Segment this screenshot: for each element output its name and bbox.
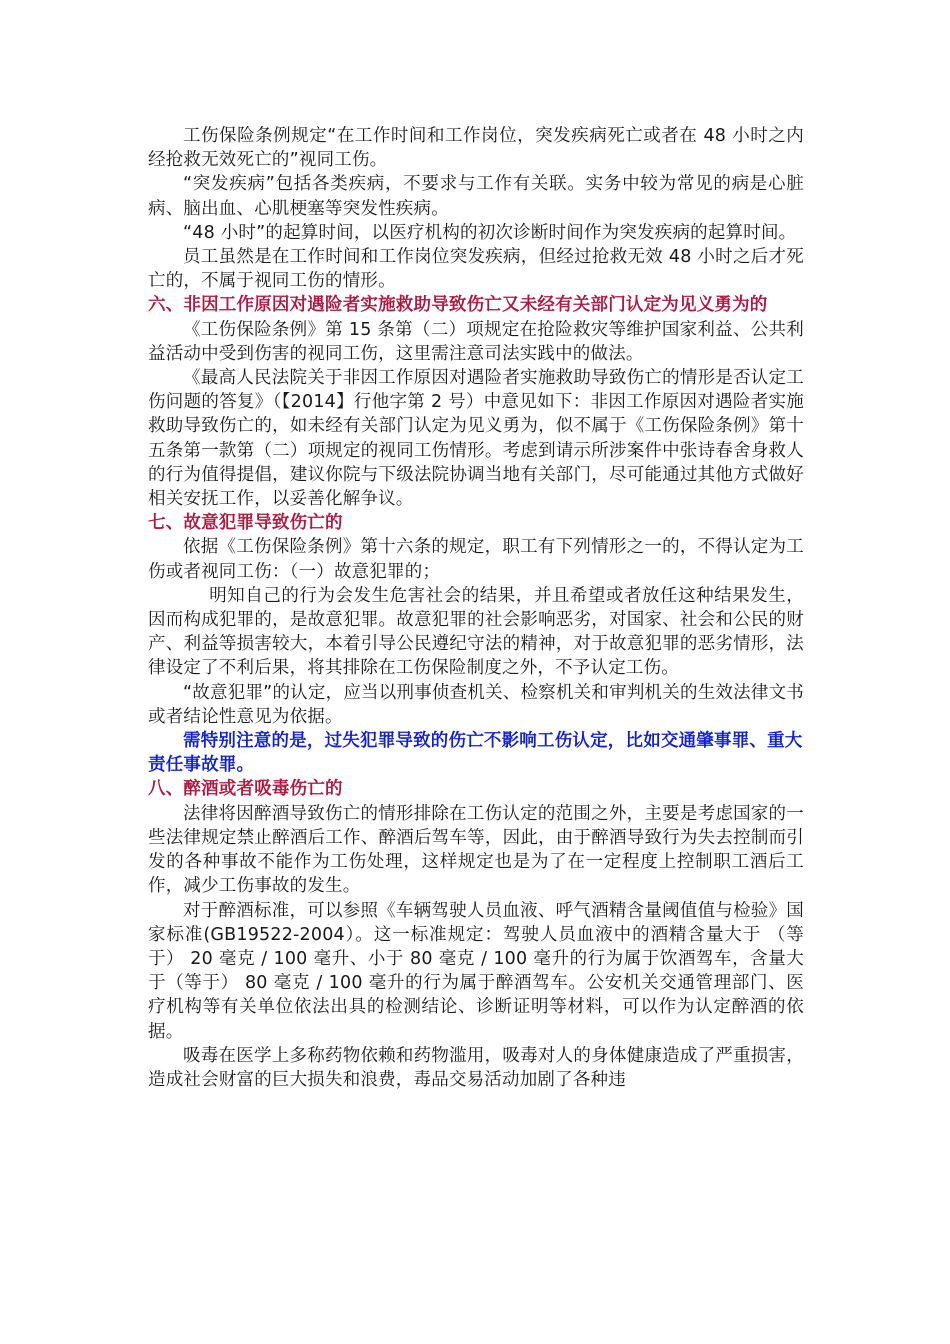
paragraph-section8-drunk-standard: 对于醉酒标准，可以参照《车辆驾驶人员血液、呼气酒精含量阈值值与检验》国家标准(GB19522-2004）。这一标准规定：驾驶人员血液中的酒精含量大于 （等于） 20 毫克 / 100 毫升、小于 80 毫克 / 100 毫升的行为属于饮酒驾车，含量大于（等于） 80 毫克 / 100 毫升的行为属于醉酒驾车。公安机关交通管理部门、医疗机构等有关单位依法出具的检测结论、诊断证明等材料，可以作为认定醉酒的依据。 xyxy=(148,900,804,1042)
paragraph-section8-drunk-rule: 法律将因醉酒导致伤亡的情形排除在工伤认定的范围之外，主要是考虑国家的一些法律规定禁止醉酒后工作、醉酒后驾车等，因此，由于醉酒导致行为失去控制而引发的各种事故不能作为工伤处理，这样规定也是为了在一定程度上控制职工酒后工作，减少工伤事故的发生。 xyxy=(148,803,804,897)
emphasis-note-negligent-crime: 需特别注意的是，过失犯罪导致的伤亡不影响工伤认定，比如交通肇事罪、重大责任事故罪。 xyxy=(148,731,803,776)
paragraph-sudden-illness-definition: “突发疾病”包括各类疾病，不要求与工作有关联。实务中较为常见的病是心脏病、脑出血、心肌梗塞等突发性疾病。 xyxy=(148,174,804,219)
section-heading-8: 八、醉酒或者吸毒伤亡的 xyxy=(148,779,343,800)
paragraph-48-hour-exception: 员工虽然是在工作时间和工作岗位突发疾病，但经过抢救无效 48 小时之后才死亡的，不属于视同工伤的情形。 xyxy=(148,247,804,292)
paragraph-section7-rule: 依据《工伤保险条例》第十六条的规定，职工有下列情形之一的，不得认定为工伤或者视同工伤：（一）故意犯罪的； xyxy=(148,537,804,582)
document-page xyxy=(148,124,804,1092)
paragraph-section8-drug-use: 吸毒在医学上多称药物依赖和药物滥用，吸毒对人的身体健康造成了严重损害，造成社会财富的巨大损失和浪费，毒品交易活动加剧了各种违 xyxy=(148,1045,804,1090)
section-heading-6: 六、非因工作原因对遇险者实施救助导致伤亡又未经有关部门认定为见义勇为的 xyxy=(148,295,768,316)
paragraph-section7-determination: “故意犯罪”的认定，应当以刑事侦查机关、检察机关和审判机关的生效法律文书或者结论性意见为依据。 xyxy=(148,682,804,727)
paragraph-section6-court-reply: 《最高人民法院关于非因工作原因对遇险者实施救助导致伤亡的情形是否认定工伤问题的答复》（【2014】行他字第 2 号）中意见如下：非因工作原因对遇险者实施救助导致伤亡的，如未经有关部门认定为见义勇为，似不属于《工伤保险条例》第十五条第一款第（二）项规定的视同工伤情形。考虑到请示所涉案件中张诗春舍身救人的行为值得提倡，建议你院与下级法院协调当地有关部门，尽可能通过其他方式做好相关安抚工作，以妥善化解争议。 xyxy=(148,368,804,510)
paragraph-section6-rule: 《工伤保险条例》第 15 条第（二）项规定在抢险救灾等维护国家利益、公共利益活动中受到伤害的视同工伤，这里需注意司法实践中的做法。 xyxy=(148,319,804,364)
paragraph-48-hour-start: “48 小时”的起算时间，以医疗机构的初次诊断时间作为突发疾病的起算时间。 xyxy=(183,222,797,243)
paragraph-section7-definition: 明知自己的行为会发生危害社会的结果，并且希望或者放任这种结果发生，因而构成犯罪的，是故意犯罪。故意犯罪的社会影响恶劣，对国家、社会和公民的财产、利益等损害较大，本着引导公民遵纪守法的精神，对于故意犯罪的恶劣情形，法律设定了不利后果，将其排除在工伤保险制度之外，不予认定工伤。 xyxy=(148,585,804,679)
section-heading-7: 七、故意犯罪导致伤亡的 xyxy=(148,513,343,534)
paragraph-sudden-illness-rule: 工伤保险条例规定“在工作时间和工作岗位，突发疾病死亡或者在 48 小时之内经抢救无效死亡的”视同工伤。 xyxy=(148,126,804,171)
